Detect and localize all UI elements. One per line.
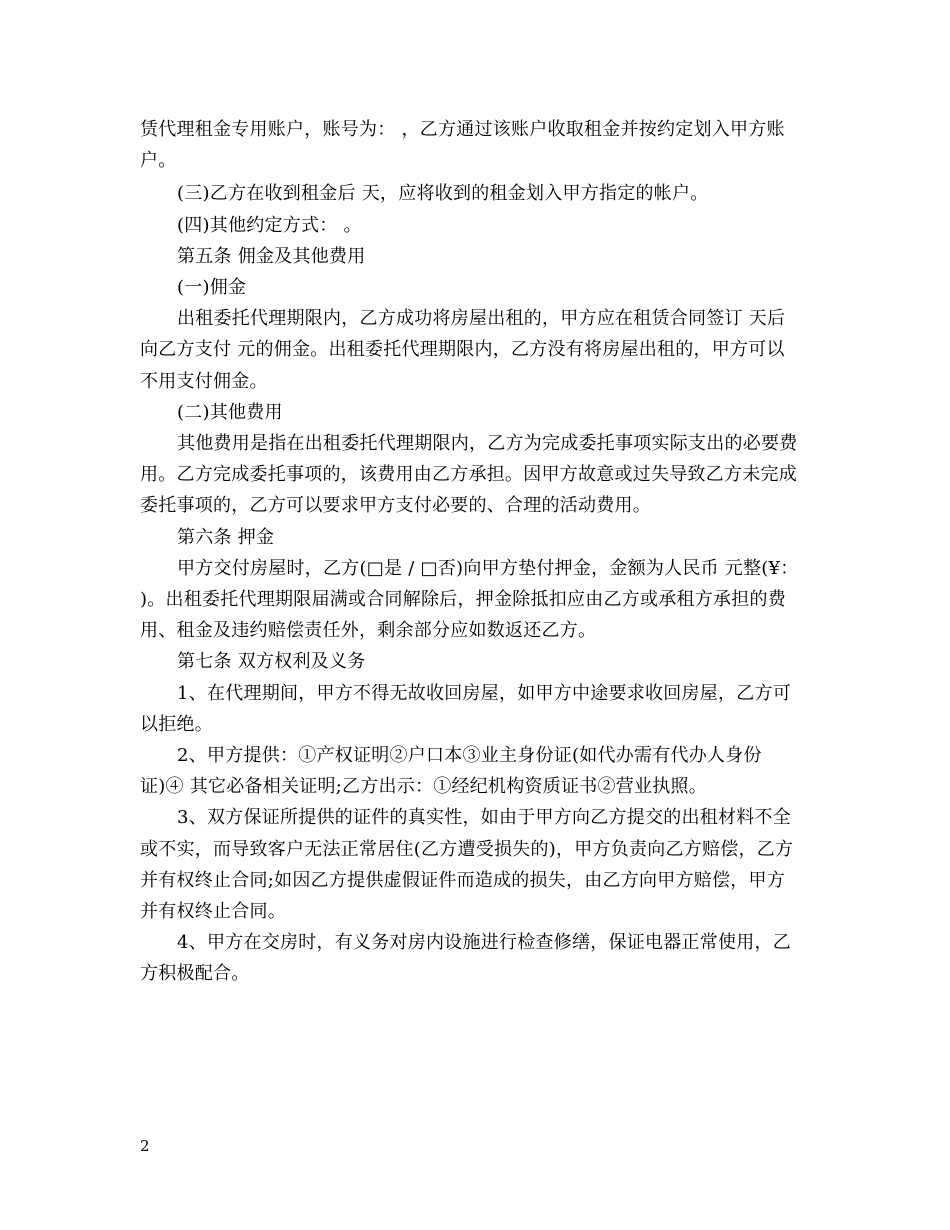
text-line: 向乙方支付 元的佣金。出租委托代理期限内，乙方没有将房屋出租的，甲方可以: [140, 339, 785, 361]
section-heading: 第五条 佣金及其他费用: [177, 245, 366, 267]
text-line: 4、甲方在交房时，有义务对房内设施进行检查修缮，保证电器正常使用，乙: [177, 932, 791, 954]
subsection-heading: (二)其他费用: [177, 401, 283, 423]
section-heading: 第六条 押金: [177, 526, 275, 548]
text-line: (三)乙方在收到租金后 天，应将收到的租金划入甲方指定的帐户。: [177, 183, 709, 205]
text-line: 2、甲方提供：①产权证明②户口本③业主身份证(如代办需有代办人身份: [177, 745, 762, 767]
text-line: 其他费用是指在出租委托代理期限内，乙方为完成委托事项实际支出的必要费: [177, 433, 798, 455]
text-line: )。出租委托代理期限届满或合同解除后，押金除抵扣应由乙方或承租方承担的费: [140, 589, 787, 611]
text-line: 或不实，而导致客户无法正常居住(乙方遭受损失的)，甲方负责向乙方赔偿，乙方: [140, 838, 794, 860]
text-line: 并有权终止合同;如因乙方提供虚假证件而造成的损失，由乙方向甲方赔偿，甲方: [140, 869, 786, 891]
text-line: 户。: [140, 150, 177, 172]
text-line: 用、租金及违约赔偿责任外，剩余部分应如数返还乙方。: [140, 620, 597, 642]
text-line: (四)其他约定方式： 。: [177, 214, 362, 236]
text-line: 甲方交付房屋时，乙方(□是 / □否)向甲方垫付押金，金额为人民币 元整(¥：: [177, 557, 799, 579]
text-line: 证)④ 其它必备相关证明;乙方出示：①经纪机构资质证书②营业执照。: [140, 776, 708, 798]
text-line: 3、双方保证所提供的证件的真实性，如由于甲方向乙方提交的出租材料不全: [177, 807, 791, 829]
text-line: 方积极配合。: [140, 963, 250, 985]
text-line: 出租委托代理期限内，乙方成功将房屋出租的，甲方应在租赁合同签订 天后: [177, 308, 786, 330]
text-line: 赁代理租金专用账户，账号为： ，乙方通过该账户收取租金并按约定划入甲方账: [140, 119, 785, 140]
subsection-heading: (一)佣金: [177, 277, 247, 299]
text-line: 不用支付佣金。: [140, 370, 268, 392]
text-line: 以拒绝。: [140, 713, 213, 735]
page-number: 2: [140, 1137, 150, 1155]
text-line: 并有权终止合同。: [140, 901, 286, 923]
text-line: 委托事项的，乙方可以要求甲方支付必要的、合理的活动费用。: [140, 495, 651, 517]
document-body: [140, 114, 812, 990]
text-line: 1、在代理期间，甲方不得无故收回房屋，如甲方中途要求收回房屋，乙方可: [177, 682, 791, 704]
text-line: 用。乙方完成委托事项的，该费用由乙方承担。因甲方故意或过失导致乙方未完成: [140, 464, 797, 486]
section-heading: 第七条 双方权利及义务: [177, 651, 366, 673]
